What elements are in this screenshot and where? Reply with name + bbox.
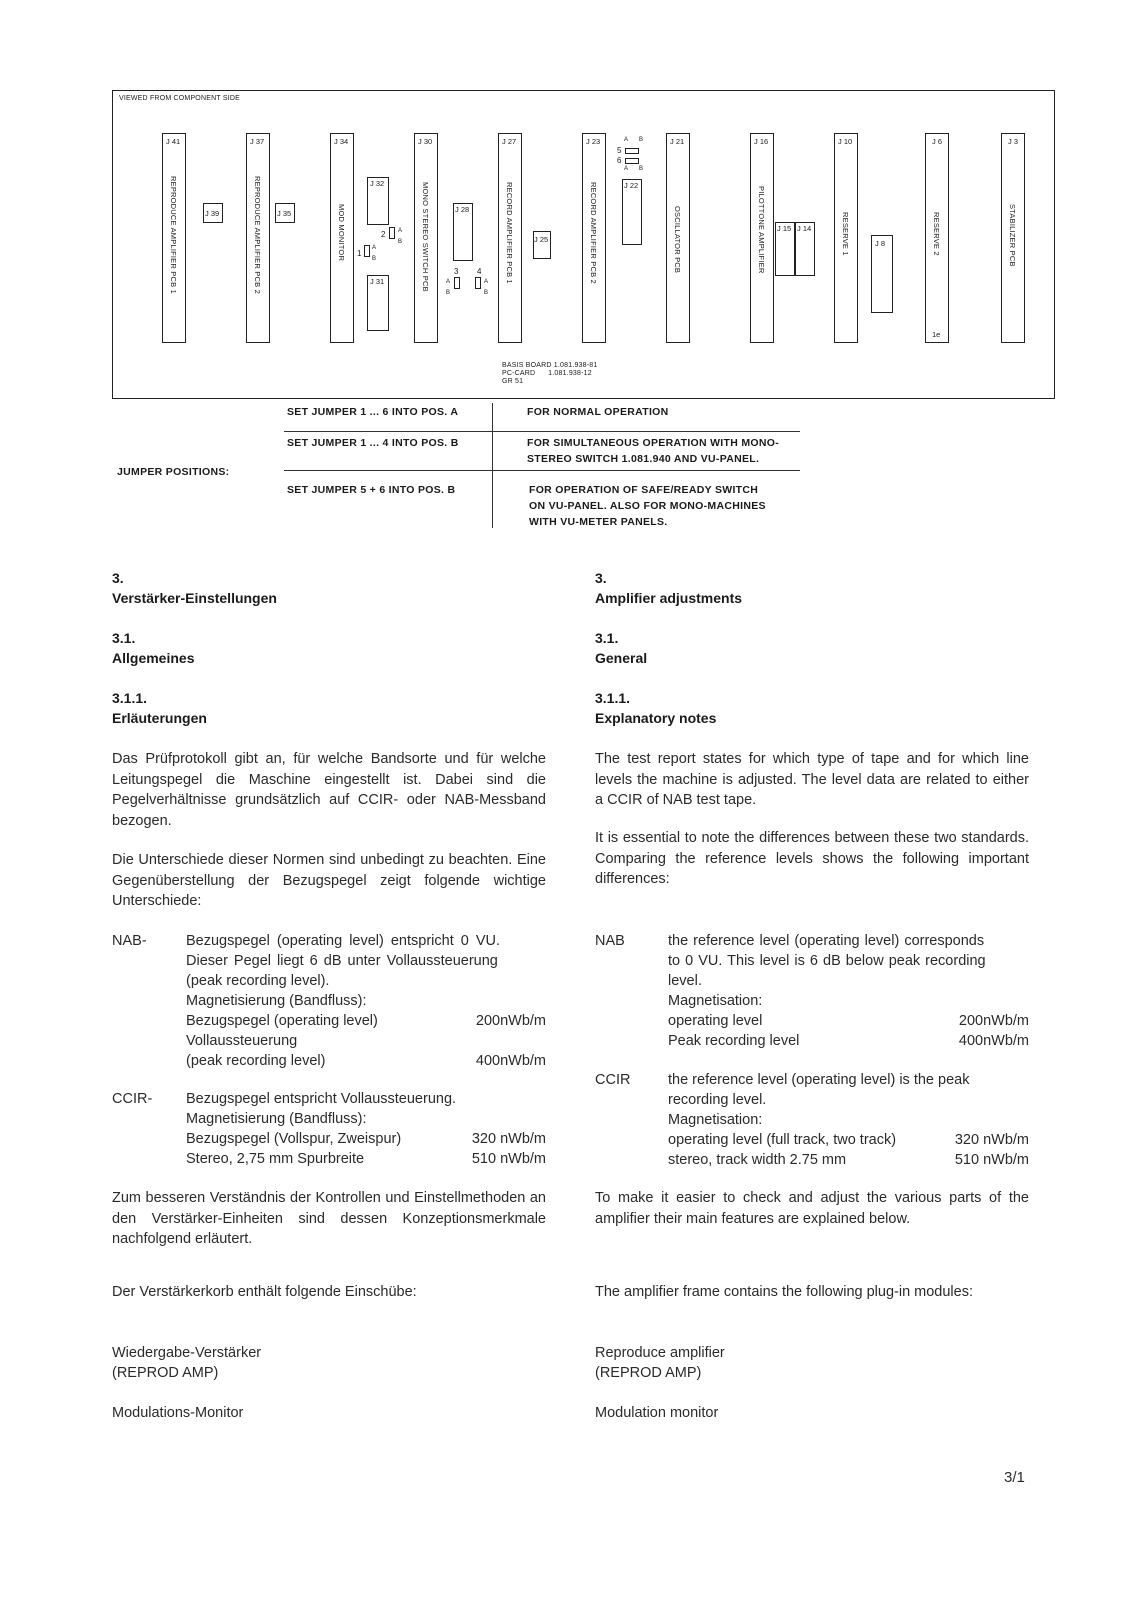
ccir-line: the reference level (operating level) is the peak [668, 1072, 970, 1088]
connector-label: J 39 [205, 209, 220, 218]
jumper-number: 4 [477, 267, 482, 276]
jumper-purpose: FOR NORMAL OPERATION [527, 406, 669, 418]
jumper-5 [625, 148, 639, 154]
paragraph: Das Prüfprotokoll gibt an, für welche Bandsorte und für welche Leitungspegel die Maschine eingestellt ist. Dabei sind die Pegelverhältnisse grundsätzlich auf CCIR- oder NAB-Messband bezogen. [112, 751, 546, 829]
pc-card-part-number: PC-CARD 1.081.938-12 [502, 370, 592, 377]
slot-j37 [246, 133, 270, 343]
section-title: Allgemeines [112, 650, 195, 666]
connector-j14 [795, 222, 815, 276]
slot-j41 [162, 133, 186, 343]
connector-j39 [203, 203, 223, 223]
diagram-caption: VIEWED FROM COMPONENT SIDE [119, 95, 240, 102]
slot-id: J 30 [418, 137, 433, 146]
ccir-label: CCIR- [112, 1091, 153, 1107]
ccir-line: Magnetisation: [668, 1112, 763, 1128]
slot-id: J 34 [334, 137, 349, 146]
jumper-4 [475, 277, 481, 289]
nab-line: level. [668, 973, 702, 989]
ccir-line: Magnetisierung (Bandfluss): [186, 1111, 367, 1127]
paragraph: The test report states for which type of tape and for which line levels the machine is adjusted. The level data are related to either a CCIR of NAB test tape. [595, 751, 1029, 808]
module-name: Reproduce amplifier [595, 1345, 725, 1361]
slot-j3 [1001, 133, 1025, 343]
nab-value: 200nWb/m [475, 1013, 546, 1029]
jumper-number: 1 [357, 249, 362, 258]
slot-name: REPRODUCE AMPLIFIER PCB 1 [169, 176, 178, 294]
nab-line: to 0 VU. This level is 6 dB below peak recording [668, 953, 986, 969]
gr-label: GR 51 [502, 378, 524, 385]
jumper-pos: A [446, 279, 451, 285]
jumper-number: 6 [617, 156, 622, 165]
jumper-number: 2 [381, 230, 386, 239]
section-title: Explanatory notes [595, 710, 717, 726]
section-title: Amplifier adjustments [595, 590, 743, 606]
jumper-purpose: ON VU-PANEL. ALSO FOR MONO-MACHINES [529, 500, 766, 512]
connector-j28 [453, 203, 473, 261]
ccir-label: CCIR [595, 1072, 631, 1088]
jumper-number: 5 [617, 146, 622, 155]
module-name: Modulation monitor [595, 1405, 719, 1421]
section-title: Verstärker-Einstellungen [112, 590, 277, 606]
slot-id: J 37 [250, 137, 265, 146]
nab-line: Magnetisation: [668, 993, 763, 1009]
slot-j30 [414, 133, 438, 343]
jumper-purpose: STEREO SWITCH 1.081.940 AND VU-PANEL. [527, 453, 760, 465]
nab-value: 400nWb/m [958, 1033, 1029, 1049]
slot-id: J 6 [932, 137, 943, 146]
table-divider [284, 431, 800, 432]
ccir-value: 510 nWb/m [471, 1151, 546, 1167]
slot-j6 [925, 133, 949, 343]
connector-label: J 25 [534, 235, 549, 244]
ccir-line: stereo, track width 2.75 mm [668, 1152, 847, 1168]
jumper-number: 3 [454, 267, 459, 276]
connector-j35 [275, 203, 295, 223]
slot-id: J 27 [502, 137, 517, 146]
connector-label: J 15 [777, 224, 792, 233]
jumper-3 [454, 277, 460, 289]
paragraph: The amplifier frame contains the following plug-in modules: [595, 1284, 973, 1300]
connector-label: J 14 [797, 224, 812, 233]
connector-label: J 22 [624, 181, 639, 190]
section-number: 3. [595, 570, 607, 586]
connector-j22 [622, 179, 642, 245]
slot-j21 [666, 133, 690, 343]
jumper-pos: B [639, 166, 644, 172]
slot-id: J 23 [586, 137, 601, 146]
jumper-1 [364, 245, 370, 257]
slot-name: MOD MONITOR [337, 204, 346, 262]
jumper-setting: SET JUMPER 5 + 6 INTO POS. B [287, 484, 456, 496]
connector-label: J 31 [370, 277, 385, 286]
ccir-line: Bezugspegel (Vollspur, Zweispur) [186, 1131, 402, 1147]
slot-id: J 10 [838, 137, 853, 146]
paragraph: Zum besseren Verständnis der Kontrollen und Einstellmethoden an den Verstärker-Einheiten sind dessen Konzeptionsmerkmale nachfolgend erläutert. [112, 1190, 546, 1247]
jumper-pos: A [484, 279, 489, 285]
jumper-2 [389, 227, 395, 239]
connector-j32 [367, 177, 389, 225]
connector-j8 [871, 235, 893, 313]
slot-name: OSCILLATOR PCB [673, 206, 682, 274]
nab-label: NAB [595, 933, 625, 949]
board-part-number: BASIS BOARD 1.081.938-81 [502, 362, 598, 369]
table-divider [284, 470, 800, 471]
jumper-pos: B [484, 290, 489, 296]
module-abbr: (REPROD AMP) [595, 1365, 702, 1381]
slot-j23 [582, 133, 606, 343]
section-number: 3.1.1. [595, 690, 631, 706]
paragraph: Der Verstärkerkorb enthält folgende Einschübe: [112, 1284, 417, 1300]
slot-j27 [498, 133, 522, 343]
jumper-pos: A [624, 166, 629, 172]
nab-line: Vollaussteuerung [186, 1033, 298, 1049]
nab-line: Bezugspegel (operating level) [186, 1013, 378, 1029]
connector-label: J 32 [370, 179, 385, 188]
ccir-value: 320 nWb/m [471, 1131, 546, 1147]
table-divider [492, 403, 493, 528]
nab-line: (peak recording level). [186, 973, 330, 989]
section-number: 3.1. [595, 630, 619, 646]
connector-j31 [367, 275, 389, 331]
slot-id: J 16 [754, 137, 769, 146]
jumper-pos: B [398, 239, 403, 245]
module-name: Wiedergabe-Verstärker [112, 1345, 262, 1361]
nab-line: operating level [668, 1013, 763, 1029]
connector-label: J 8 [875, 239, 886, 248]
nab-line: the reference level (operating level) corresponds [668, 933, 985, 949]
pin-label: 1e [932, 330, 941, 339]
ccir-line: Stereo, 2,75 mm Spurbreite [186, 1151, 365, 1167]
nab-value: 400nWb/m [475, 1053, 546, 1069]
jumper-purpose: FOR SIMULTANEOUS OPERATION WITH MONO- [527, 437, 779, 449]
ccir-line: recording level. [668, 1092, 767, 1108]
jumper-purpose: WITH VU-METER PANELS. [529, 516, 668, 528]
nab-line: (peak recording level) [186, 1053, 326, 1069]
slot-id: J 3 [1008, 137, 1019, 146]
jumper-pos: A [398, 228, 403, 234]
ccir-value: 320 nWb/m [954, 1132, 1029, 1148]
slot-name: MONO STEREO SWITCH PCB [421, 182, 430, 292]
slot-j16 [750, 133, 774, 343]
nab-line: Bezugspegel (operating level) entspricht 0 VU. [186, 933, 501, 949]
jumper-purpose: FOR OPERATION OF SAFE/READY SWITCH [529, 484, 759, 496]
ccir-value: 510 nWb/m [954, 1152, 1029, 1168]
paragraph: To make it easier to check and adjust the various parts of the amplifier their main features are explained below. [595, 1190, 1029, 1227]
jumper-pos: A [624, 137, 629, 143]
nab-line: Peak recording level [668, 1033, 800, 1049]
basis-board-diagram [112, 90, 1055, 399]
jumper-pos: B [446, 290, 451, 296]
ccir-line: Bezugspegel entspricht Vollaussteuerung. [186, 1091, 457, 1107]
slot-j34 [330, 133, 354, 343]
nab-line: Dieser Pegel liegt 6 dB unter Vollaussteuerung [186, 953, 498, 969]
nab-value: 200nWb/m [958, 1013, 1029, 1029]
nab-label: NAB- [112, 933, 147, 949]
slot-name: RESERVE 2 [932, 212, 941, 256]
connector-j15 [775, 222, 795, 276]
slot-id: J 21 [670, 137, 685, 146]
jumper-6 [625, 158, 639, 164]
slot-name: REPRODUCE AMPLIFIER PCB 2 [253, 176, 262, 294]
section-title: Erläuterungen [112, 710, 207, 726]
jumper-setting: SET JUMPER 1 ... 6 INTO POS. A [287, 406, 459, 418]
module-abbr: (REPROD AMP) [112, 1365, 219, 1381]
paragraph: It is essential to note the differences between these two standards. Comparing the reference levels shows the following important differences: [595, 830, 1029, 887]
slot-name: RESERVE 1 [841, 212, 850, 256]
jumper-pos: B [372, 256, 377, 262]
slot-name: STABILIZER PCB [1008, 204, 1017, 267]
slot-name: PILOTTONE AMPLIFIER [757, 186, 766, 274]
jumper-pos: A [372, 245, 377, 251]
slot-id: J 41 [166, 137, 181, 146]
ccir-line: operating level (full track, two track) [668, 1132, 897, 1148]
jumper-pos: B [639, 137, 644, 143]
connector-j25 [533, 231, 551, 259]
connector-label: J 28 [455, 205, 470, 214]
nab-line: Magnetisierung (Bandfluss): [186, 993, 367, 1009]
section-number: 3.1. [112, 630, 136, 646]
slot-name: RECORD AMPLIFIER PCB 1 [505, 182, 514, 284]
module-name: Modulations-Monitor [112, 1405, 244, 1421]
paragraph: Die Unterschiede dieser Normen sind unbedingt zu beachten. Eine Gegenüberstellung der Bezugspegel zeigt folgende wichtige Unterschiede: [112, 852, 546, 909]
slot-name: RECORD AMPLIFIER PCB 2 [589, 182, 598, 284]
connector-label: J 35 [277, 209, 292, 218]
section-number: 3. [112, 570, 124, 586]
jumper-setting: SET JUMPER 1 ... 4 INTO POS. B [287, 437, 459, 449]
page-number: 3/1 [1004, 1469, 1025, 1486]
slot-j10 [834, 133, 858, 343]
jumper-positions-title: JUMPER POSITIONS: [117, 466, 230, 478]
section-title: General [595, 650, 648, 666]
section-number: 3.1.1. [112, 690, 148, 706]
